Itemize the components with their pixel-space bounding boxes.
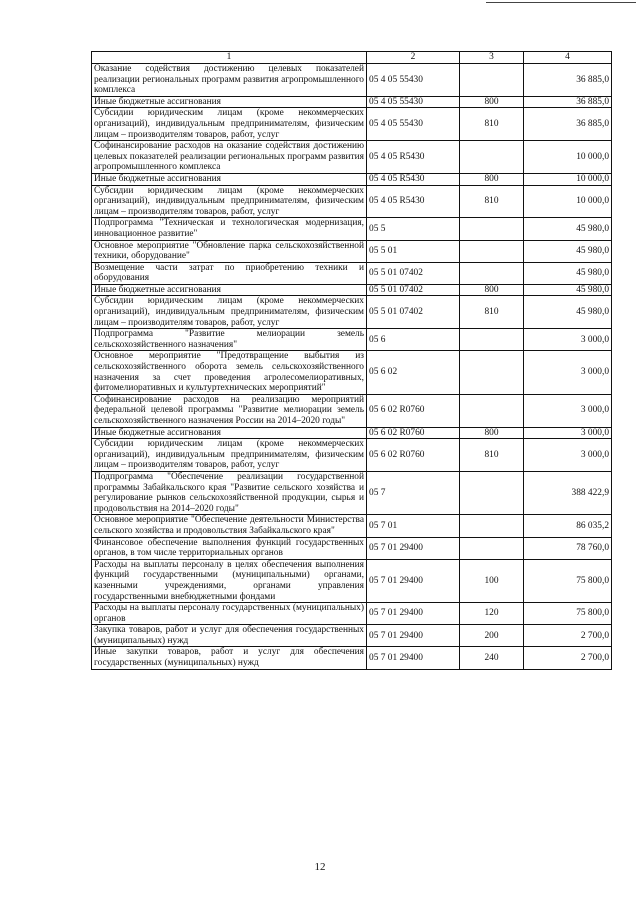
row-code-cell: 05 7 01 29400: [367, 647, 460, 669]
row-expense-type-cell: [460, 471, 524, 514]
row-code-cell: 05 5 01 07402: [367, 296, 460, 329]
row-amount-cell: 36 885,0: [524, 64, 612, 97]
table-row: [92, 471, 612, 514]
table-row: [92, 108, 612, 141]
row-amount-cell: 36 885,0: [524, 96, 612, 108]
row-code-cell: 05 5: [367, 218, 460, 240]
row-amount-cell: 2 700,0: [524, 625, 612, 647]
row-code-cell: 05 7 01 29400: [367, 625, 460, 647]
row-expense-type-cell: 100: [460, 559, 524, 602]
row-amount-cell: 10 000,0: [524, 185, 612, 218]
row-expense-type-cell: 800: [460, 173, 524, 185]
row-name-cell: Финансовое обеспечение выполнения функций государственных органов, в том числе территориальных органов: [92, 537, 367, 559]
row-amount-cell: 75 800,0: [524, 559, 612, 602]
row-expense-type-cell: 800: [460, 96, 524, 108]
row-expense-type-cell: [460, 141, 524, 174]
row-expense-type-cell: [460, 218, 524, 240]
row-amount-cell: 2 700,0: [524, 647, 612, 669]
table-row: [92, 96, 612, 108]
row-code-cell: 05 7 01 29400: [367, 603, 460, 625]
row-name-cell: Иные бюджетные ассигнования: [92, 427, 367, 439]
row-expense-type-cell: 810: [460, 185, 524, 218]
table-row: [92, 185, 612, 218]
table-row: [92, 141, 612, 174]
row-amount-cell: 45 980,0: [524, 284, 612, 296]
table-row: [92, 329, 612, 351]
table-row: [92, 262, 612, 284]
header-col-3: 3: [460, 52, 524, 64]
row-name-cell: Подпрограмма "Техническая и технологическая модернизация, инновационное развитие": [92, 218, 367, 240]
row-amount-cell: 3 000,0: [524, 427, 612, 439]
row-code-cell: 05 4 05 55430: [367, 96, 460, 108]
row-code-cell: 05 4 05 R5430: [367, 173, 460, 185]
row-code-cell: 05 4 05 55430: [367, 108, 460, 141]
row-name-cell: Иные бюджетные ассигнования: [92, 96, 367, 108]
row-name-cell: Софинансирование расходов на оказание содействия достижению целевых показателей реализации региональных программ развития агропромышленного комплекса: [92, 141, 367, 174]
table-header-row: [92, 52, 612, 64]
row-name-cell: Основное мероприятие "Обеспечение деятельности Министерства сельского хозяйства и продовольствия Забайкальского края": [92, 515, 367, 537]
row-expense-type-cell: 800: [460, 284, 524, 296]
scan-artifact-line: [486, 2, 636, 8]
row-expense-type-cell: 240: [460, 647, 524, 669]
table-row: [92, 559, 612, 602]
row-name-cell: Оказание содействия достижению целевых показателей реализации региональных программ развития агропромышленного комплекса: [92, 64, 367, 97]
row-name-cell: Основное мероприятие "Предотвращение выбытия из сельскохозяйственного оборота земель сельскохозяйственного назначения за счет проведения агролесомелиоративных, фитомелиоративных и культуртехнических мероприятий": [92, 351, 367, 394]
row-expense-type-cell: [460, 394, 524, 427]
row-expense-type-cell: 810: [460, 439, 524, 472]
row-code-cell: 05 7 01 29400: [367, 559, 460, 602]
row-code-cell: 05 5 01 07402: [367, 262, 460, 284]
row-code-cell: 05 6 02: [367, 351, 460, 394]
table-row: [92, 240, 612, 262]
row-name-cell: Иные бюджетные ассигнования: [92, 284, 367, 296]
row-amount-cell: 45 980,0: [524, 296, 612, 329]
row-code-cell: 05 4 05 R5430: [367, 185, 460, 218]
table-row: [92, 537, 612, 559]
row-name-cell: Софинансирование расходов на реализацию мероприятий федеральной целевой программы "Развитие мелиорации земель сельскохозяйственного назначения России на 2014–2020 годы": [92, 394, 367, 427]
table-body: [92, 64, 612, 670]
row-code-cell: 05 5 01 07402: [367, 284, 460, 296]
row-amount-cell: 75 800,0: [524, 603, 612, 625]
row-expense-type-cell: [460, 351, 524, 394]
table-row: [92, 603, 612, 625]
table-row: [92, 515, 612, 537]
row-expense-type-cell: 120: [460, 603, 524, 625]
row-amount-cell: 78 760,0: [524, 537, 612, 559]
row-code-cell: 05 7: [367, 471, 460, 514]
table-row: [92, 351, 612, 394]
row-code-cell: 05 4 05 55430: [367, 64, 460, 97]
row-amount-cell: 3 000,0: [524, 394, 612, 427]
row-name-cell: Расходы на выплаты персоналу государственных (муниципальных) органов: [92, 603, 367, 625]
table-row: [92, 625, 612, 647]
header-col-2: 2: [367, 52, 460, 64]
row-name-cell: Закупка товаров, работ и услуг для обеспечения государственных (муниципальных) нужд: [92, 625, 367, 647]
row-amount-cell: 10 000,0: [524, 141, 612, 174]
table-row: [92, 218, 612, 240]
row-name-cell: Иные закупки товаров, работ и услуг для обеспечения государственных (муниципальных) нужд: [92, 647, 367, 669]
row-expense-type-cell: [460, 515, 524, 537]
row-expense-type-cell: [460, 262, 524, 284]
row-expense-type-cell: 200: [460, 625, 524, 647]
row-code-cell: 05 4 05 R5430: [367, 141, 460, 174]
row-code-cell: 05 6 02 R0760: [367, 439, 460, 472]
header-col-4: 4: [524, 52, 612, 64]
table-row: [92, 64, 612, 97]
row-name-cell: Расходы на выплаты персоналу в целях обеспечения выполнения функций государственными (муниципальными) органами, казенными учреждениями, органами управления государственными внебюджетными фондами: [92, 559, 367, 602]
row-code-cell: 05 5 01: [367, 240, 460, 262]
table-row: [92, 296, 612, 329]
row-expense-type-cell: [460, 537, 524, 559]
row-amount-cell: 45 980,0: [524, 218, 612, 240]
table-row: [92, 173, 612, 185]
row-amount-cell: 3 000,0: [524, 439, 612, 472]
row-name-cell: Субсидии юридическим лицам (кроме некоммерческих организаций), индивидуальным предпринимателям, физическим лицам – производителям товаров, работ, услуг: [92, 185, 367, 218]
table-row: [92, 427, 612, 439]
header-col-1: 1: [92, 52, 367, 64]
row-name-cell: Подпрограмма "Обеспечение реализации государственной программы Забайкальского края "Развитие сельского хозяйства и регулирование рынков сельскохозяйственной продукции, сырья и продовольствия на 2014–2020 годы": [92, 471, 367, 514]
budget-table: [91, 51, 612, 670]
row-expense-type-cell: 810: [460, 108, 524, 141]
row-name-cell: Подпрограмма "Развитие мелиорации земель сельскохозяйственного назначения": [92, 329, 367, 351]
row-name-cell: Субсидии юридическим лицам (кроме некоммерческих организаций), индивидуальным предпринимателям, физическим лицам – производителям товаров, работ, услуг: [92, 108, 367, 141]
row-amount-cell: 86 035,2: [524, 515, 612, 537]
row-name-cell: Основное мероприятие "Обновление парка сельскохозяйственной техники, оборудование": [92, 240, 367, 262]
row-name-cell: Возмещение части затрат по приобретению техники и оборудования: [92, 262, 367, 284]
row-code-cell: 05 7 01: [367, 515, 460, 537]
table-row: [92, 394, 612, 427]
row-expense-type-cell: 810: [460, 296, 524, 329]
row-amount-cell: 10 000,0: [524, 173, 612, 185]
row-amount-cell: 36 885,0: [524, 108, 612, 141]
row-name-cell: Иные бюджетные ассигнования: [92, 173, 367, 185]
page-number: 12: [314, 861, 326, 873]
table-row: [92, 284, 612, 296]
row-amount-cell: 3 000,0: [524, 329, 612, 351]
row-amount-cell: 388 422,9: [524, 471, 612, 514]
row-code-cell: 05 6 02 R0760: [367, 394, 460, 427]
row-amount-cell: 45 980,0: [524, 262, 612, 284]
row-code-cell: 05 6: [367, 329, 460, 351]
row-name-cell: Субсидии юридическим лицам (кроме некоммерческих организаций), индивидуальным предпринимателям, физическим лицам – производителям товаров, работ, услуг: [92, 296, 367, 329]
row-amount-cell: 45 980,0: [524, 240, 612, 262]
row-expense-type-cell: [460, 329, 524, 351]
row-expense-type-cell: [460, 240, 524, 262]
row-code-cell: 05 6 02 R0760: [367, 427, 460, 439]
row-expense-type-cell: 800: [460, 427, 524, 439]
table-row: [92, 439, 612, 472]
row-code-cell: 05 7 01 29400: [367, 537, 460, 559]
table-row: [92, 647, 612, 669]
row-name-cell: Субсидии юридическим лицам (кроме некоммерческих организаций), индивидуальным предпринимателям, физическим лицам – производителям товаров, работ, услуг: [92, 439, 367, 472]
row-amount-cell: 3 000,0: [524, 351, 612, 394]
row-expense-type-cell: [460, 64, 524, 97]
